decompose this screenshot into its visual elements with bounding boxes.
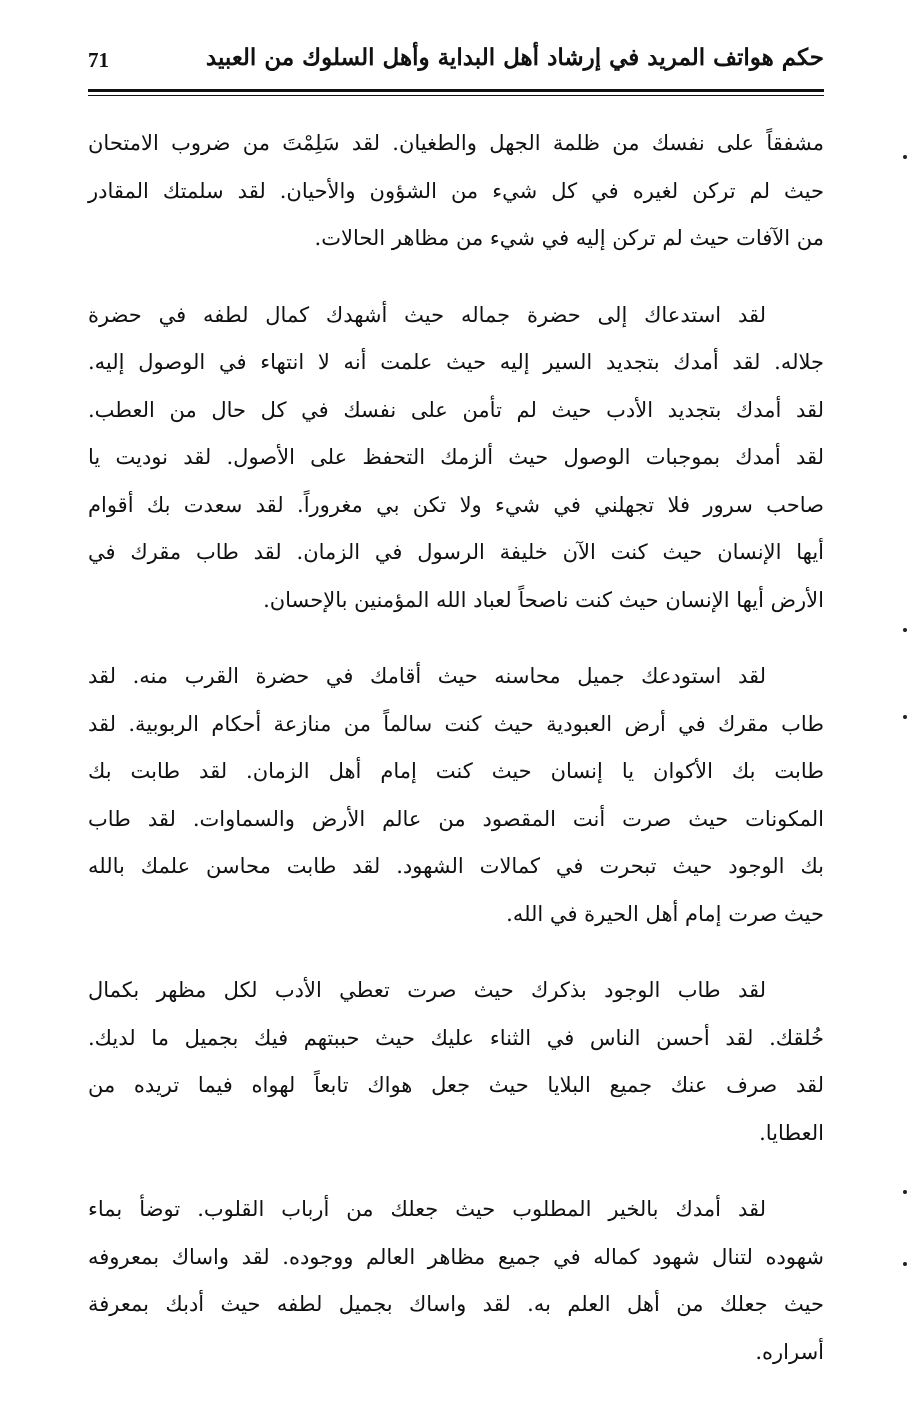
text-line: العطايا.	[759, 1120, 824, 1145]
text-line: أسراره.	[755, 1339, 824, 1364]
text-line: خُلقك. لقد أحسن الناس في الثناء عليك حيث حببتهم فيك بجميل ما لديك.	[88, 1025, 824, 1050]
scan-speck	[903, 155, 907, 159]
text-line: حيث لم تركن لغيره في كل شيء من الشؤون والأحيان. لقد سلمتك المقادر	[88, 178, 824, 203]
text-line: من الآفات حيث لم تركن إليه في شيء من مظاهر الحالات.	[314, 226, 824, 250]
text-line: أيها الإنسان حيث كنت الآن خليفة الرسول في الزمان. لقد طاب مقرك في	[88, 540, 824, 564]
text-line: حيث صرت إمام أهل الحيرة في الله.	[506, 901, 824, 926]
scan-speck	[903, 1262, 907, 1266]
text-line: لقد أمدك بتجديد الأدب حيث لم تأمن على نفسك في كل حال من العطب.	[88, 397, 824, 422]
paragraph-1	[88, 120, 824, 263]
text-line: لقد أمدك بالخير المطلوب حيث جعلك من أرباب القلوب. توضأ بماء	[88, 1197, 766, 1221]
text-line: لقد استودعك جميل محاسنه حيث أقامك في حضرة القرب منه. لقد	[88, 664, 766, 688]
text-line: طابت بك الأكوان يا إنسان حيث كنت إمام أهل الزمان. لقد طابت بك	[88, 759, 824, 783]
text-line: حيث جعلك من أهل العلم به. لقد واساك بجميل لطفه حيث أدبك بمعرفة	[88, 1292, 824, 1316]
text-line: الأرض أيها الإنسان حيث كنت ناصحاً لعباد الله المؤمنين بالإحسان.	[263, 587, 824, 612]
body-text	[88, 120, 824, 1405]
text-line: جلاله. لقد أمدك بتجديد السير إليه حيث علمت أنه لا انتهاء في الوصول إليه.	[88, 350, 824, 374]
header-rule-thin	[88, 95, 824, 96]
text-line: لقد استدعاك إلى حضرة جماله حيث أشهدك كمال لطفه في حضرة	[88, 302, 766, 327]
text-line: لقد صرف عنك جميع البلايا حيث جعل هواك تابعاً لهواه فيما تريده من	[88, 1073, 824, 1097]
header-rule-thick	[88, 89, 824, 92]
text-line: صاحب سرور فلا تجهلني في شيء ولا تكن بي مغروراً. لقد سعدت بك أقوام	[88, 492, 824, 517]
running-header	[88, 44, 824, 84]
text-line: شهوده لتنال شهود كماله في جميع مظاهر العالم ووجوده. لقد واساك بمعروفه	[88, 1244, 824, 1269]
paragraph-3	[88, 653, 824, 938]
text-line: مشفقاً على نفسك من ظلمة الجهل والطغيان. لقد سَلِمْتَ من ضروب الامتحان	[88, 131, 824, 155]
text-line: المكونات حيث صرت أنت المقصود من عالم الأرض والسماوات. لقد طاب	[88, 806, 824, 831]
scan-speck	[903, 1190, 907, 1194]
paragraph-2	[88, 292, 824, 625]
paragraph-5	[88, 1186, 824, 1376]
text-line: لقد طاب الوجود بذكرك حيث صرت تعطي الأدب لكل مظهر بكمال	[88, 978, 766, 1002]
text-line: طاب مقرك في أرض العبودية حيث كنت سالماً من منازعة أحكام الربوبية. لقد	[88, 711, 824, 736]
header-title: حكم هواتف المريد في إرشاد أهل البداية وأهل السلوك من العبيد	[205, 44, 824, 71]
page-number: 71	[88, 48, 109, 72]
text-line: بك الوجود حيث تبحرت في كمالات الشهود. لقد طابت محاسن علمك بالله	[88, 854, 824, 878]
scan-speck	[903, 715, 907, 719]
text-line: لقد أمدك بموجبات الوصول حيث ألزمك التحفظ على الأصول. لقد نوديت يا	[88, 445, 824, 469]
scan-speck	[903, 628, 907, 632]
paragraph-4	[88, 967, 824, 1157]
